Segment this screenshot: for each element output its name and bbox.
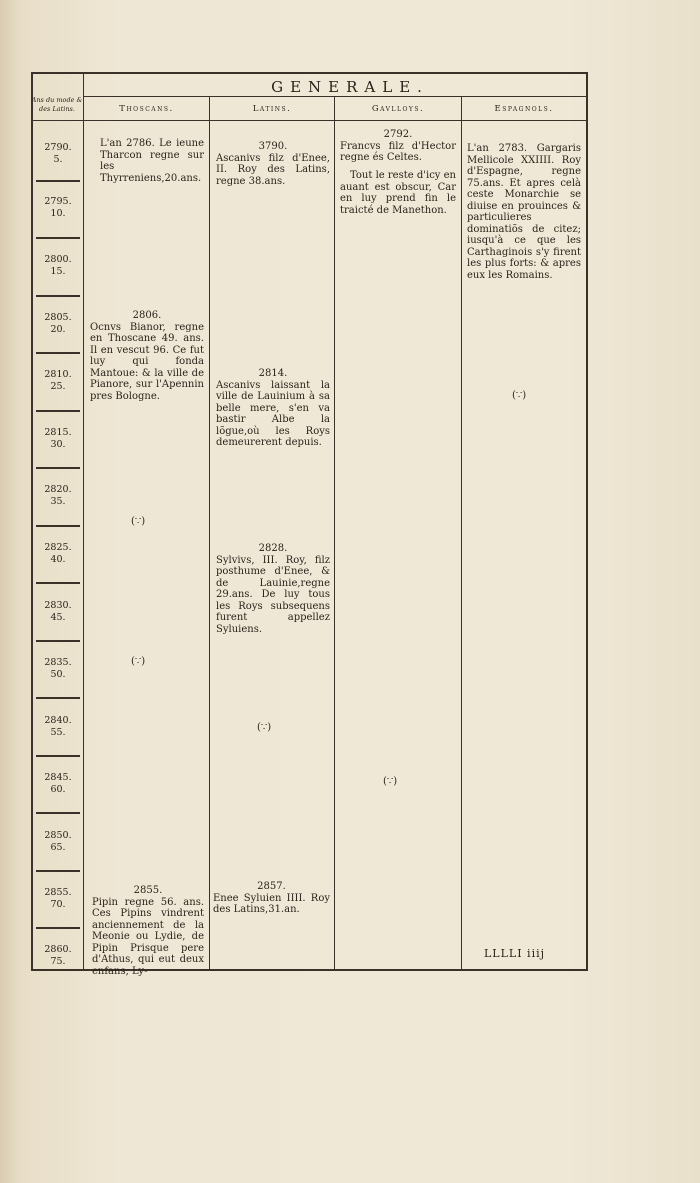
year-rule bbox=[36, 870, 80, 872]
ornament-mark: (∵) bbox=[131, 516, 146, 527]
toscans-entry-ocnus bbox=[90, 310, 204, 402]
column-heading-espagnols: Espagnols. bbox=[494, 104, 554, 114]
latins-entry-albe-year: 2814. bbox=[258, 368, 288, 379]
year-label: 2860. 75. bbox=[44, 944, 72, 967]
gaulois-entry-francus bbox=[340, 129, 456, 164]
year-rule bbox=[36, 352, 80, 354]
year-label: 2810. 25. bbox=[44, 369, 72, 392]
year-label: 2825. 40. bbox=[44, 542, 72, 565]
latins-entry-albe-text: Ascanivs laissant la ville de Lauinium à sa belle mere, s'en va bastir Albe la lõgue,où les Roys demeurerent depuis. bbox=[216, 379, 330, 448]
colhead-rule bbox=[31, 120, 588, 121]
year-rule bbox=[36, 927, 80, 929]
year-column-heading: Ans du mode & des Latins. bbox=[31, 96, 83, 113]
latins-entry-sylvius-year: 2828. bbox=[258, 543, 288, 554]
year-label: 2830. 45. bbox=[44, 600, 72, 623]
toscans-entry-pipin-text: Pipin regne 56. ans. Ces Pipins vindrent anciennement de la Meonie ou Lydie, de Pipin Prisque pere d'Athus, qui eut deux enfans, Ly- bbox=[92, 896, 204, 977]
frame-left-rule bbox=[31, 72, 33, 970]
year-label: 2845. 60. bbox=[44, 772, 72, 795]
latins-entry-albe bbox=[216, 368, 330, 449]
toscans-entry-tharcon: L'an 2786. Le ieune Tharcon regne sur les Thyrreniens,20.ans. bbox=[100, 138, 204, 184]
year-label: 2800. 15. bbox=[44, 254, 72, 277]
frame-right-rule bbox=[586, 72, 588, 970]
year-rule bbox=[36, 640, 80, 642]
year-rule bbox=[36, 697, 80, 699]
toscans-entry-pipin-year: 2855. bbox=[133, 885, 163, 896]
latins-entry-ascanius-year: 3790. bbox=[258, 141, 288, 152]
year-rule bbox=[36, 180, 80, 182]
year-label: 2820. 35. bbox=[44, 484, 72, 507]
signature-mark: LLLLI iiij bbox=[484, 947, 546, 960]
espagnols-entry-gargaris: L'an 2783. Gargaris Mellicole XXIIII. Roy d'Espagne, regne 75.ans. Et apres celà ceste Monarchie se diuise en prouinces & particulieres dominatiõs de citez; iusqu'à ce que les Carthaginois s'y firent les plus forts: & apres eux les Romains. bbox=[467, 143, 581, 281]
latins-entry-ascanius-text: Ascanivs filz d'Enee, II. Roy des Latins, regne 38.ans. bbox=[216, 152, 330, 187]
ornament-mark: (∵) bbox=[383, 776, 398, 787]
year-rule bbox=[36, 812, 80, 814]
year-rule bbox=[36, 295, 80, 297]
column-heading-toscans: Thoscans. bbox=[119, 104, 174, 114]
gaulois-entry-francus-text: Francvs filz d'Hector regne és Celtes. bbox=[340, 140, 456, 163]
year-rule bbox=[36, 525, 80, 527]
ornament-mark: (∵) bbox=[131, 656, 146, 667]
latins-entry-sylvius-text: Sylvivs, III. Roy, filz posthume d'Enee, & de Lauinie,regne 29.ans. De luy tous les Roys subsequens furent appellez Syluiens. bbox=[216, 554, 330, 635]
column-heading-latins: Latins. bbox=[252, 104, 292, 114]
latins-entry-enee-year: 2857. bbox=[257, 881, 286, 892]
gaulois-entry-francus-year: 2792. bbox=[383, 129, 413, 140]
latins-entry-enee bbox=[213, 881, 330, 916]
year-rule bbox=[36, 237, 80, 239]
toscans-entry-pipin bbox=[92, 885, 204, 977]
latins-entry-enee-text: Enee Syluien IIII. Roy des Latins,31.an. bbox=[213, 892, 330, 915]
year-rule bbox=[36, 755, 80, 757]
frame-top-rule bbox=[31, 72, 588, 74]
year-rule bbox=[36, 410, 80, 412]
toscans-entry-ocnus-year: 2806. bbox=[132, 310, 162, 321]
latins-entry-ascanius bbox=[216, 141, 330, 187]
gaulois-entry-obscur: Tout le reste d'icy en auant est obscur, Car en luy prend fin le traicté de Manethon. bbox=[340, 170, 456, 216]
col-sep-4 bbox=[461, 96, 462, 970]
year-label: 2835. 50. bbox=[44, 657, 72, 680]
year-label: 2855. 70. bbox=[44, 887, 72, 910]
col-sep-1 bbox=[83, 72, 84, 970]
page-title: GENERALE. bbox=[271, 78, 429, 96]
year-rule bbox=[36, 582, 80, 584]
column-heading-gaulois: Gavlloys. bbox=[371, 104, 425, 114]
header-rule bbox=[83, 96, 588, 97]
ornament-mark: (∵) bbox=[257, 722, 272, 733]
col-sep-2 bbox=[209, 96, 210, 970]
year-label: 2850. 65. bbox=[44, 830, 72, 853]
year-label: 2795. 10. bbox=[44, 196, 72, 219]
col-sep-3 bbox=[334, 96, 335, 970]
year-label: 2805. 20. bbox=[44, 312, 72, 335]
toscans-entry-ocnus-text: Ocnvs Bianor, regne en Thoscane 49. ans. Il en vescut 96. Ce fut luy qui fonda Mantoue: & la ville de Pianore, sur l'Apennin pres Bologne. bbox=[90, 321, 204, 402]
year-rule bbox=[36, 467, 80, 469]
year-label: 2840. 55. bbox=[44, 715, 72, 738]
latins-entry-sylvius bbox=[216, 543, 330, 635]
year-label: 2790. 5. bbox=[44, 142, 72, 165]
ornament-mark: (∵) bbox=[512, 390, 527, 401]
year-label: 2815. 30. bbox=[44, 427, 72, 450]
